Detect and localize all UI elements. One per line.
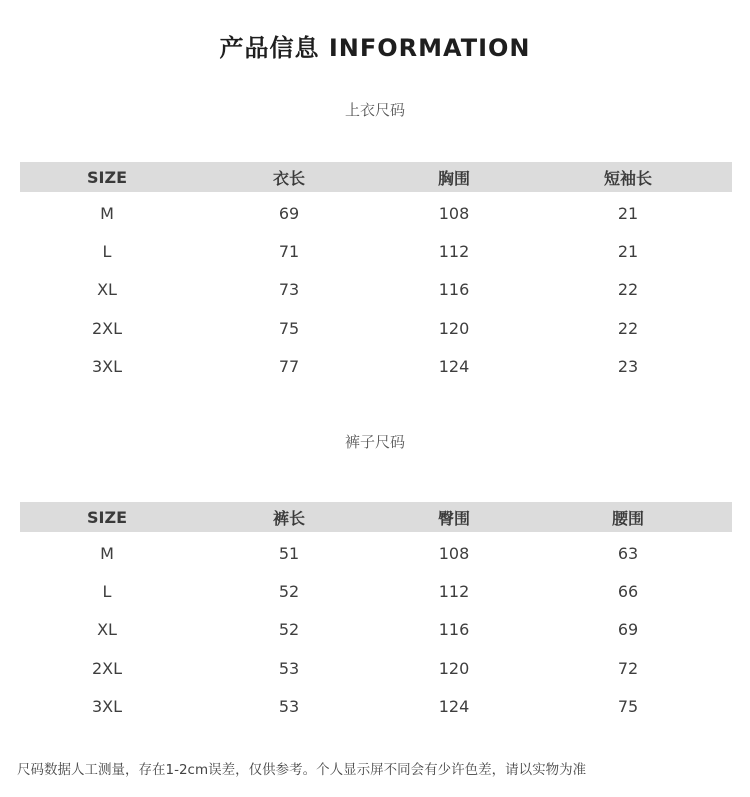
table-row — [20, 347, 732, 385]
value-cell: 72 — [617, 658, 639, 678]
header-waist: 腰围 — [611, 508, 644, 528]
top-size-caption: 上衣尺码 — [344, 101, 405, 119]
value-cell: 124 — [438, 356, 470, 376]
value-cell: 53 — [278, 696, 300, 716]
value-cell: 23 — [617, 356, 639, 376]
table-row — [20, 232, 732, 270]
size-cell: L — [102, 581, 112, 601]
value-cell: 52 — [278, 581, 300, 601]
value-cell: 69 — [617, 620, 639, 640]
value-cell: 22 — [617, 280, 639, 300]
value-cell: 116 — [438, 280, 470, 300]
table-header-row — [20, 162, 732, 192]
value-cell: 22 — [617, 318, 639, 338]
header-size: SIZE — [86, 167, 127, 187]
top-size-table — [20, 162, 732, 385]
value-cell: 124 — [438, 696, 470, 716]
value-cell: 120 — [438, 318, 470, 338]
value-cell: 53 — [278, 658, 300, 678]
header-length: 衣长 — [272, 168, 305, 188]
header-hip: 臀围 — [437, 508, 470, 528]
value-cell: 71 — [278, 241, 300, 261]
value-cell: 116 — [438, 620, 470, 640]
bottom-size-caption: 裤子尺码 — [344, 433, 405, 451]
table-row — [20, 611, 732, 649]
value-cell: 51 — [278, 543, 300, 563]
value-cell: 21 — [617, 241, 639, 261]
size-cell: M — [100, 543, 114, 563]
size-cell: M — [100, 203, 114, 223]
value-cell: 69 — [278, 203, 300, 223]
table-row — [20, 309, 732, 347]
header-pants-length: 裤长 — [272, 508, 305, 528]
value-cell: 112 — [438, 241, 470, 261]
value-cell: 75 — [278, 318, 300, 338]
bottom-size-table — [20, 502, 732, 725]
size-cell: 3XL — [91, 696, 123, 716]
size-cell: XL — [97, 620, 117, 640]
value-cell: 120 — [438, 658, 470, 678]
table-row — [20, 687, 732, 725]
measurement-disclaimer: 尺码数据人工测量，存在1-2cm误差，仅供参考。个人显示屏不同会有少许色差，请以实物为准 — [17, 762, 587, 778]
size-cell: 2XL — [91, 318, 123, 338]
value-cell: 66 — [617, 581, 639, 601]
header-chest: 胸围 — [437, 168, 470, 188]
value-cell: 21 — [617, 203, 639, 223]
size-cell: 3XL — [91, 356, 123, 376]
table-header-row — [20, 502, 732, 532]
value-cell: 52 — [278, 620, 300, 640]
size-cell: XL — [97, 280, 117, 300]
table-row — [20, 649, 732, 687]
page-title: 产品信息 INFORMATION — [219, 34, 531, 62]
table-row — [20, 572, 732, 610]
value-cell: 63 — [617, 543, 639, 563]
header-size: SIZE — [86, 507, 127, 527]
table-row — [20, 271, 732, 309]
value-cell: 75 — [617, 696, 639, 716]
table-row — [20, 194, 732, 232]
value-cell: 108 — [438, 203, 470, 223]
table-row — [20, 534, 732, 572]
value-cell: 73 — [278, 280, 300, 300]
value-cell: 77 — [278, 356, 300, 376]
value-cell: 108 — [438, 543, 470, 563]
value-cell: 112 — [438, 581, 470, 601]
header-sleeve: 短袖长 — [603, 168, 652, 188]
size-cell: L — [102, 241, 112, 261]
size-cell: 2XL — [91, 658, 123, 678]
